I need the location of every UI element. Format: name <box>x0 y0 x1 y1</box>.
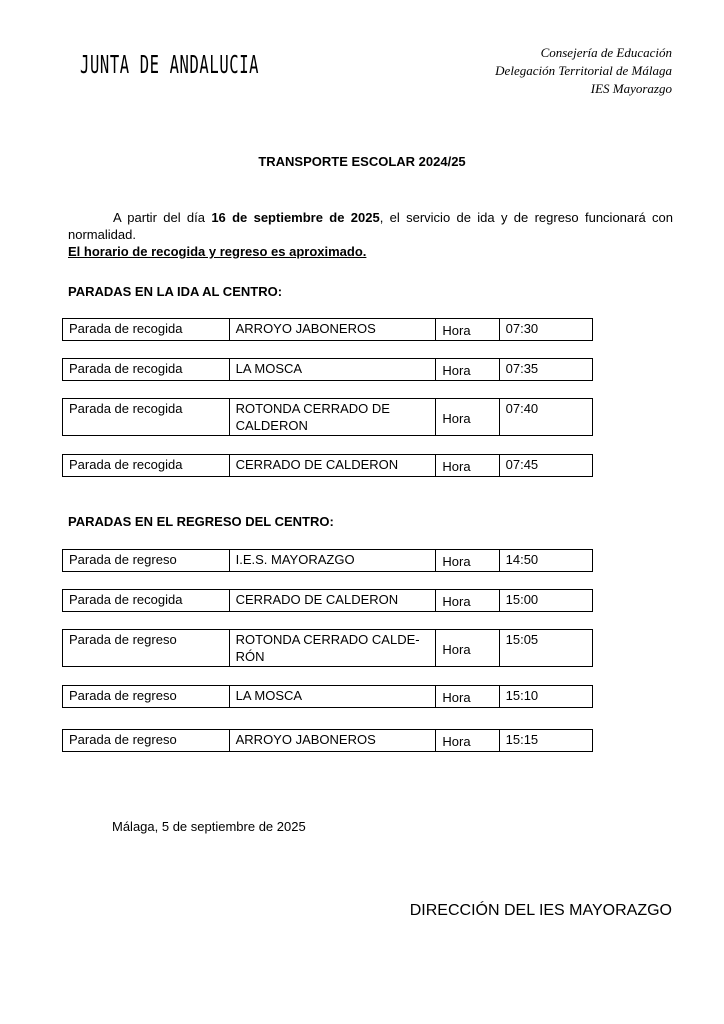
intro-note: El horario de recogida y regreso es aproximado. <box>68 244 367 259</box>
stop-hora-label: Hora <box>436 686 499 708</box>
stop-time: 07:40 <box>499 399 592 436</box>
stop-row <box>62 398 593 436</box>
intro-text <box>68 209 673 243</box>
stop-row <box>62 549 593 572</box>
stop-place: LA MOSCA <box>229 359 436 381</box>
stop-row <box>62 685 593 708</box>
stop-row <box>62 589 593 612</box>
stop-type: Parada de recogida <box>63 590 230 612</box>
junta-logo: JUNTA DE ANDALUCIA <box>80 50 260 79</box>
stop-hora-label: Hora <box>436 319 499 341</box>
header-line-delegacion: Delegación Territorial de Málaga <box>495 63 672 78</box>
header-line-ies: IES Mayorazgo <box>590 81 672 96</box>
stop-time: 07:35 <box>499 359 592 381</box>
stop-hora-label: Hora <box>436 630 499 667</box>
intro-date: 16 de septiembre de 2025 <box>211 210 380 225</box>
stop-type: Parada de regreso <box>63 730 230 752</box>
stop-hora-label: Hora <box>436 399 499 436</box>
stop-row <box>62 629 593 667</box>
stop-type: Parada de recogida <box>63 359 230 381</box>
stop-row <box>62 454 593 477</box>
stop-place: ARROYO JABONEROS <box>229 730 436 752</box>
section-ida-heading: PARADAS EN LA IDA AL CENTRO: <box>68 284 283 299</box>
stop-place: LA MOSCA <box>229 686 436 708</box>
header-address <box>495 44 672 98</box>
signature: DIRECCIÓN DEL IES MAYORAZGO <box>409 902 672 919</box>
stop-time: 15:00 <box>499 590 592 612</box>
stop-place: CERRADO DE CALDERON <box>229 590 436 612</box>
stop-type: Parada de regreso <box>63 550 230 572</box>
stop-type: Parada de recogida <box>63 399 230 436</box>
stop-type: Parada de recogida <box>63 455 230 477</box>
stop-place: I.E.S. MAYORAZGO <box>229 550 436 572</box>
section-regreso-heading: PARADAS EN EL REGRESO DEL CENTRO: <box>68 514 334 529</box>
stop-row <box>62 358 593 381</box>
header-line-consejeria: Consejería de Educación <box>540 45 672 60</box>
stop-type: Parada de recogida <box>63 319 230 341</box>
stop-place: ARROYO JABONEROS <box>229 319 436 341</box>
stop-place: ROTONDA CERRADO CALDE-RÓN <box>229 630 436 667</box>
intro-before: A partir del día <box>113 210 212 225</box>
stop-row <box>62 318 593 341</box>
stop-place: CERRADO DE CALDERON <box>229 455 436 477</box>
document-date: Málaga, 5 de septiembre de 2025 <box>112 819 306 834</box>
stop-hora-label: Hora <box>436 590 499 612</box>
stop-hora-label: Hora <box>436 359 499 381</box>
stop-hora-label: Hora <box>436 730 499 752</box>
stop-time: 07:30 <box>499 319 592 341</box>
intro-after: , el servicio de ida y de regreso funcionará con normalidad. <box>68 210 673 242</box>
stop-hora-label: Hora <box>436 455 499 477</box>
stop-place: ROTONDA CERRADO DE CALDERON <box>229 399 436 436</box>
stop-type: Parada de regreso <box>63 630 230 667</box>
stop-time: 15:05 <box>499 630 592 667</box>
stop-time: 14:50 <box>499 550 592 572</box>
stop-row <box>62 729 593 752</box>
stop-time: 15:15 <box>499 730 592 752</box>
stop-hora-label: Hora <box>436 550 499 572</box>
document-title: TRANSPORTE ESCOLAR 2024/25 <box>258 154 466 169</box>
stop-time: 15:10 <box>499 686 592 708</box>
stop-time: 07:45 <box>499 455 592 477</box>
stop-type: Parada de regreso <box>63 686 230 708</box>
intro-paragraph <box>68 209 673 260</box>
